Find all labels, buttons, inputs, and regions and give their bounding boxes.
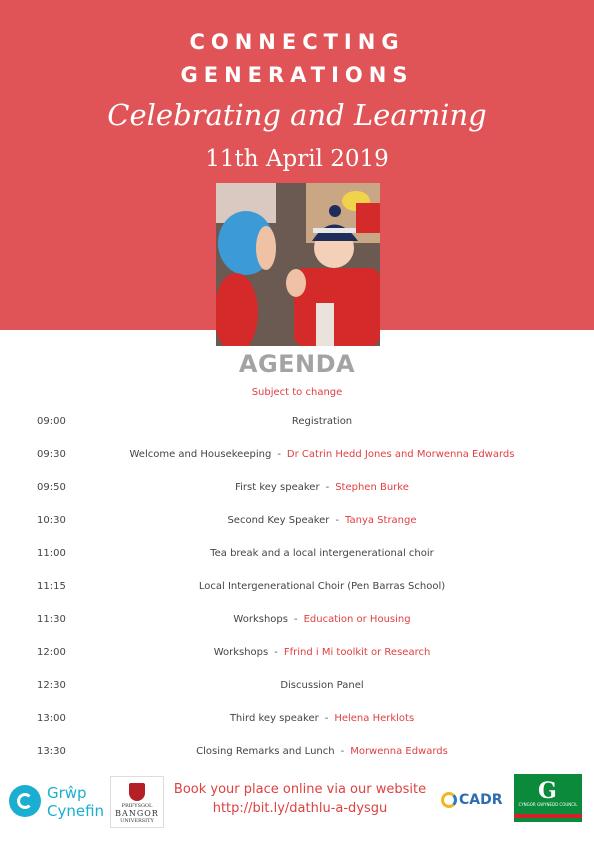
agenda-speaker: Education or Housing (303, 614, 411, 625)
agenda-description (60, 416, 584, 427)
agenda-time: 11:15 (37, 581, 66, 592)
bangor-logo-text-name: BANGOR (115, 809, 159, 818)
agenda-description (60, 614, 584, 625)
agenda-row (0, 449, 594, 465)
agenda-description (60, 713, 584, 724)
agenda-description (60, 746, 584, 757)
agenda-speaker: Ffrind i Mi toolkit or Research (283, 647, 431, 658)
grwp-logo-text-line2: Cynefin (47, 802, 105, 820)
agenda-item: First key speaker (235, 482, 320, 493)
event-photo (216, 183, 380, 346)
agenda-separator: - (274, 647, 278, 658)
event-date: 11th April 2019 (205, 146, 389, 172)
agenda-speaker: Dr Catrin Hedd Jones and Morwenna Edwards (286, 449, 515, 460)
agenda-separator: - (325, 482, 330, 493)
bangor-logo-text-bottom: UNIVERSITY (120, 818, 154, 824)
agenda-item: Tea break and a local intergenerational choir (210, 548, 434, 559)
agenda-row (0, 515, 594, 531)
agenda-description (60, 515, 584, 526)
agenda-description (60, 581, 584, 592)
agenda-row (0, 680, 594, 696)
agenda-note: Subject to change (251, 387, 343, 398)
agenda-time: 13:00 (37, 713, 66, 724)
agenda-separator: - (335, 515, 340, 526)
agenda-item: Second Key Speaker (227, 515, 330, 526)
cadr-logo (441, 790, 507, 812)
agenda-item: Workshops (233, 614, 288, 625)
agenda-description (60, 647, 584, 658)
agenda-row (0, 647, 594, 663)
agenda-separator: - (277, 449, 281, 460)
agenda-item: Closing Remarks and Lunch (196, 746, 335, 757)
agenda-item: Local Intergenerational Choir (Pen Barras School) (198, 581, 446, 592)
agenda-item: Third key speaker (229, 713, 319, 724)
child-photo-illustration (216, 183, 380, 346)
agenda-row (0, 581, 594, 597)
agenda-time: 13:30 (37, 746, 66, 757)
grwp-logo-text-line1: Grŵp (47, 784, 87, 802)
agenda-item: Welcome and Housekeeping (129, 449, 272, 460)
agenda-time: 12:00 (37, 647, 66, 658)
event-subtitle: Celebrating and Learning (107, 98, 487, 132)
agenda-row (0, 482, 594, 498)
agenda-speaker: Tanya Strange (345, 515, 417, 526)
agenda-separator: - (293, 614, 298, 625)
grwp-cynefin-icon (9, 785, 41, 817)
bangor-crest-icon (129, 783, 145, 801)
agenda-description (60, 680, 584, 691)
cadr-logo-text: CADR (459, 792, 503, 808)
agenda-separator: - (324, 713, 329, 724)
agenda-title: AGENDA (238, 350, 356, 378)
agenda-description (60, 449, 584, 460)
gwynedd-council-logo (514, 774, 582, 822)
agenda-time: 11:00 (37, 548, 66, 559)
agenda-time: 10:30 (37, 515, 66, 526)
agenda-speaker: Stephen Burke (335, 482, 409, 493)
agenda-description (60, 548, 584, 559)
agenda-row (0, 548, 594, 564)
agenda-row (0, 416, 594, 432)
booking-url-link[interactable]: http://bit.ly/dathlu-a-dysgu (212, 801, 388, 816)
agenda-time: 09:30 (37, 449, 66, 460)
gwynedd-logo-letter: G (538, 778, 557, 804)
agenda-item: Discussion Panel (280, 680, 364, 691)
agenda-separator: - (340, 746, 345, 757)
gwynedd-logo-label: CYNGOR GWYNEDD COUNCIL (518, 802, 578, 807)
agenda-speaker: Helena Herklots (334, 713, 415, 724)
agenda-row (0, 614, 594, 630)
agenda-row (0, 746, 594, 762)
agenda-row (0, 713, 594, 729)
agenda-time: 11:30 (37, 614, 66, 625)
agenda-description (60, 482, 584, 493)
event-title-line2: GENERATIONS (180, 63, 414, 87)
bangor-logo-text-top: PRIFYSGOL (121, 803, 153, 809)
grwp-cynefin-logo (9, 782, 109, 822)
agenda-time: 09:50 (37, 482, 66, 493)
agenda-time: 09:00 (37, 416, 66, 427)
agenda-time: 12:30 (37, 680, 66, 691)
agenda-speaker: Morwenna Edwards (350, 746, 448, 757)
event-title-line1: CONNECTING (189, 30, 405, 54)
cadr-ring-icon (441, 792, 457, 808)
agenda-item: Workshops (213, 647, 269, 658)
gwynedd-logo-stripe (514, 814, 582, 818)
agenda-item: Registration (291, 416, 353, 427)
booking-text: Book your place online via our website (173, 782, 427, 797)
